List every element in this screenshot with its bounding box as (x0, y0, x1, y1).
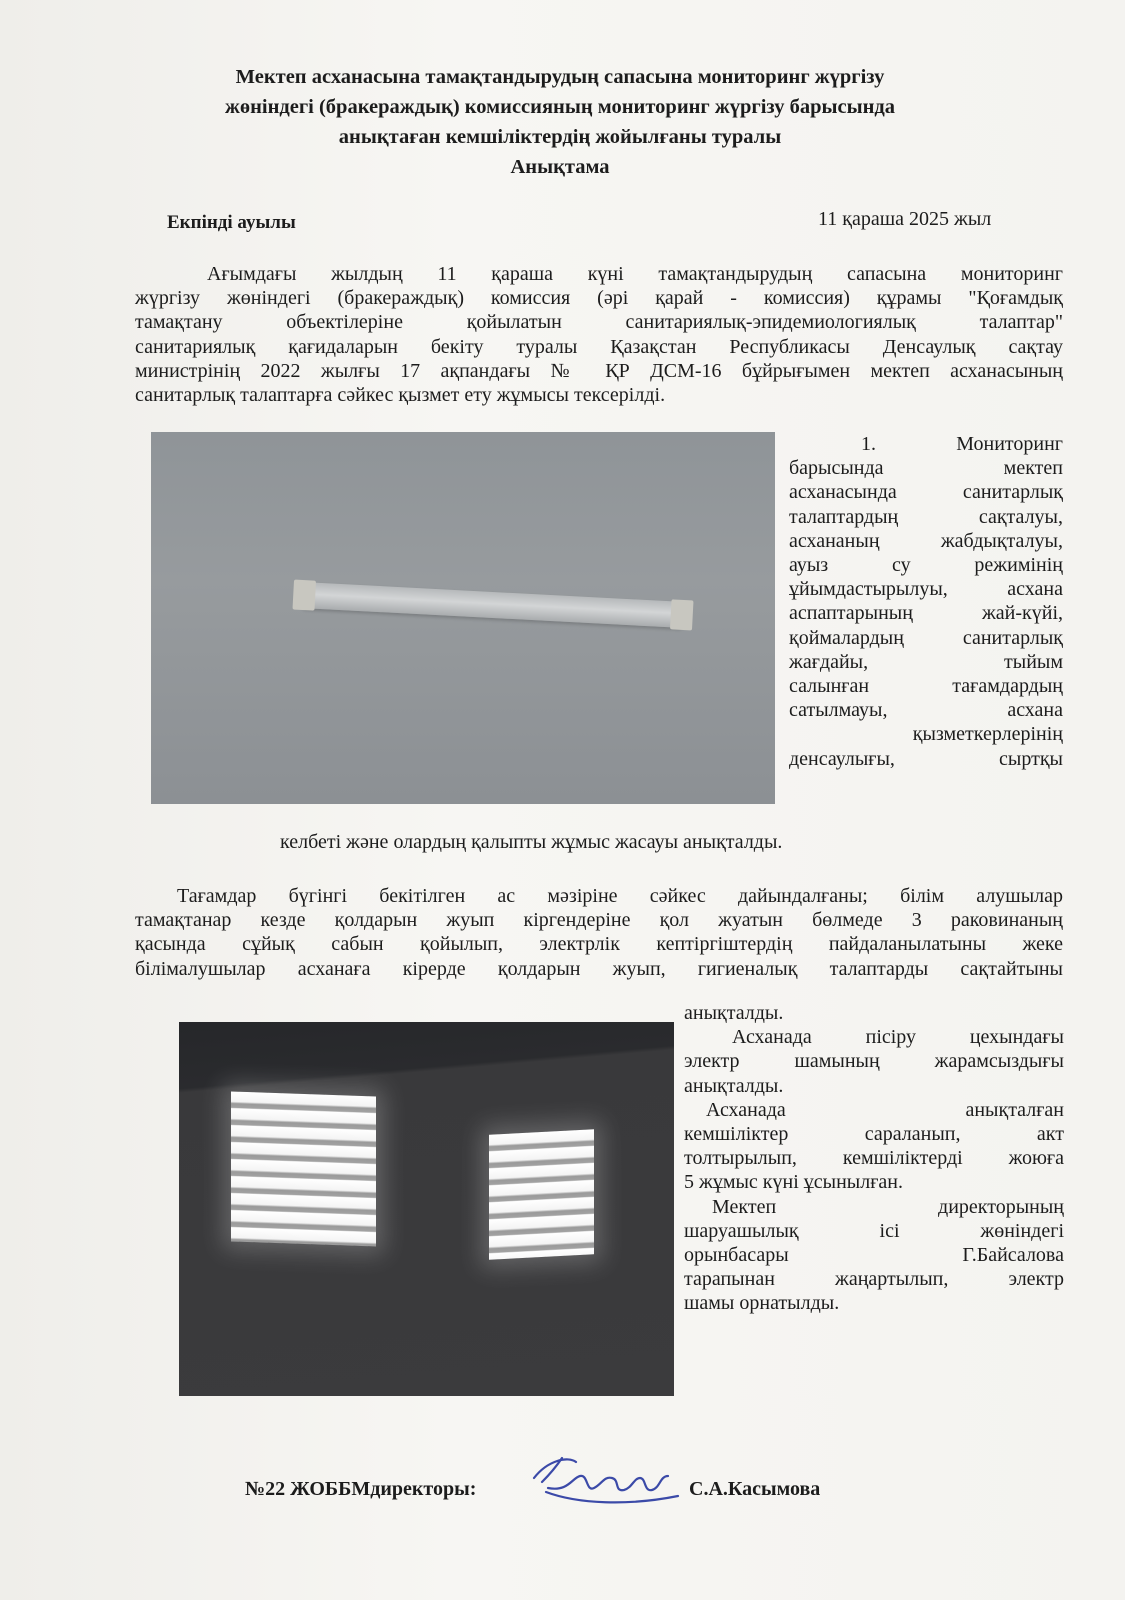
paragraph-line: электр шамының жарамсыздығы (684, 1050, 1064, 1073)
paragraph-line: сатылмауы, асхана (789, 699, 1063, 722)
paragraph-line: анықталды. (684, 1074, 784, 1097)
paragraph-line: қасында сұйық сабын қойылып, электрлік кептіргіштердің пайдаланылатыны жеке (135, 933, 1063, 956)
paragraph-line: жүргізу жөніндегі (бракераждық) комиссия (әрі қарай - комиссия) құрамы "Қоғамдық (135, 287, 1063, 310)
title-line-2: жөніндегі (бракераждық) комиссияның мониторинг жүргізу барысында (224, 96, 896, 118)
paragraph-line: ұйымдастырылуы, асхана (789, 578, 1063, 601)
title-line-3: анықтаған кемшіліктердің жойылғаны туралы (338, 126, 782, 148)
paragraph-line: білімалушылар асханаға кірерде қолдарын жуып, гигиеналық талаптарды сақтайтыны (135, 957, 1063, 980)
paragraph-line: талаптардың сақталуы, (789, 505, 1063, 528)
paragraph-line: қоймалардың санитарлық (789, 626, 1063, 649)
document-date: 11 қараша 2025 жыл (818, 208, 992, 230)
photo-wall-lamp (151, 432, 775, 804)
paragraph-line: анықталды. (684, 1002, 784, 1024)
paragraph-line: Тағамдар бүгінгі бекітілген ас мәзіріне сәйкес дайындалғаны; білім алушылар (177, 885, 1063, 907)
place-name: Екпінді ауылы (167, 212, 296, 233)
lamp-end-cap (670, 599, 694, 630)
paragraph-monitoring-end: келбеті және олардың қалыпты жұмыс жасауы анықталды. (280, 831, 783, 853)
photo-ceiling-lights (179, 1022, 674, 1396)
paragraph-line: толтырылып, кемшіліктерді жоюға (684, 1147, 1064, 1170)
paragraph-intro (135, 262, 1063, 407)
paragraph-line: санитарлық талаптарға сәйкес қызмет ету жұмысы тексерілді. (135, 384, 666, 407)
paragraph-line: асхананың жабдықталуы, (789, 529, 1063, 552)
paragraph-line: аспаптарының жай-күйі, (789, 602, 1063, 625)
document-title (160, 62, 960, 182)
paragraph-line: шаруашылық ісі жөніндегі (684, 1219, 1064, 1242)
signature-label: №22 ЖОББМдиректоры: (245, 1478, 477, 1500)
paragraph-line: тарапынан жаңартылып, электр (684, 1268, 1064, 1291)
lamp-end-cap (292, 580, 316, 611)
lamp-fixture (303, 582, 684, 628)
paragraph-line: министрінің 2022 жылғы 17 ақпандағы № ҚР ДСМ-16 бұйрығымен мектеп асханасының (135, 359, 1063, 382)
title-line-4: Анықтама (510, 156, 610, 178)
paragraph-line: тамақтану объектілеріне қойылатын санитариялық-эпидемиологиялық талаптар" (135, 311, 1063, 334)
signatory-name: С.А.Касымова (689, 1478, 821, 1500)
paragraph-line: санитариялық қағидаларын бекіту туралы Қазақстан Республикасы Денсаулық сақтау (135, 335, 1063, 358)
paragraph-line: жағдайы, тыйым (789, 650, 1063, 673)
handwritten-signature (528, 1448, 688, 1518)
paragraph-line: Мектеп директорының (712, 1195, 1064, 1218)
ceiling-light-panel (231, 1091, 376, 1246)
paragraph-line: Ағымдағы жылдың 11 қараша күні тамақтандырудың сапасына мониторинг (207, 263, 1063, 285)
paragraph-line: денсаулығы, сыртқы (789, 747, 1063, 770)
paragraph-meals (135, 884, 1063, 981)
paragraph-line: тамақтанар кезде қолдарын жуып кіргендеріне қол жуатын бөлмеде 3 раковинаның (135, 909, 1063, 932)
title-line-1: Мектеп асханасына тамақтандырудың сапасына мониторинг жүргізу (235, 66, 885, 88)
paragraph-monitoring (789, 432, 1063, 771)
paragraph-line: Асханада анықталған (706, 1098, 1064, 1121)
paragraph-line: шамы орнатылды. (684, 1292, 840, 1315)
ceiling-light-panel (489, 1129, 594, 1260)
paragraph-line: 5 жұмыс күні ұсынылған. (684, 1171, 903, 1194)
paragraph-line: салынған тағамдардың (789, 675, 1063, 698)
paragraph-findings (684, 1001, 1064, 1316)
paragraph-line: кемшіліктер сараланып, акт (684, 1123, 1064, 1146)
paragraph-line: орынбасары Г.Байсалова (684, 1244, 1064, 1267)
paragraph-line: ауыз су режимінің (789, 554, 1063, 577)
paragraph-line: қызметкерлерінің (912, 723, 1063, 746)
paragraph-line: Асханада пісіру цехындағы (732, 1026, 1064, 1049)
paragraph-line: асханасында санитарлық (789, 481, 1063, 504)
paragraph-line: барысында мектеп (789, 457, 1063, 480)
paragraph-line: 1. Мониторинг (861, 433, 1063, 455)
